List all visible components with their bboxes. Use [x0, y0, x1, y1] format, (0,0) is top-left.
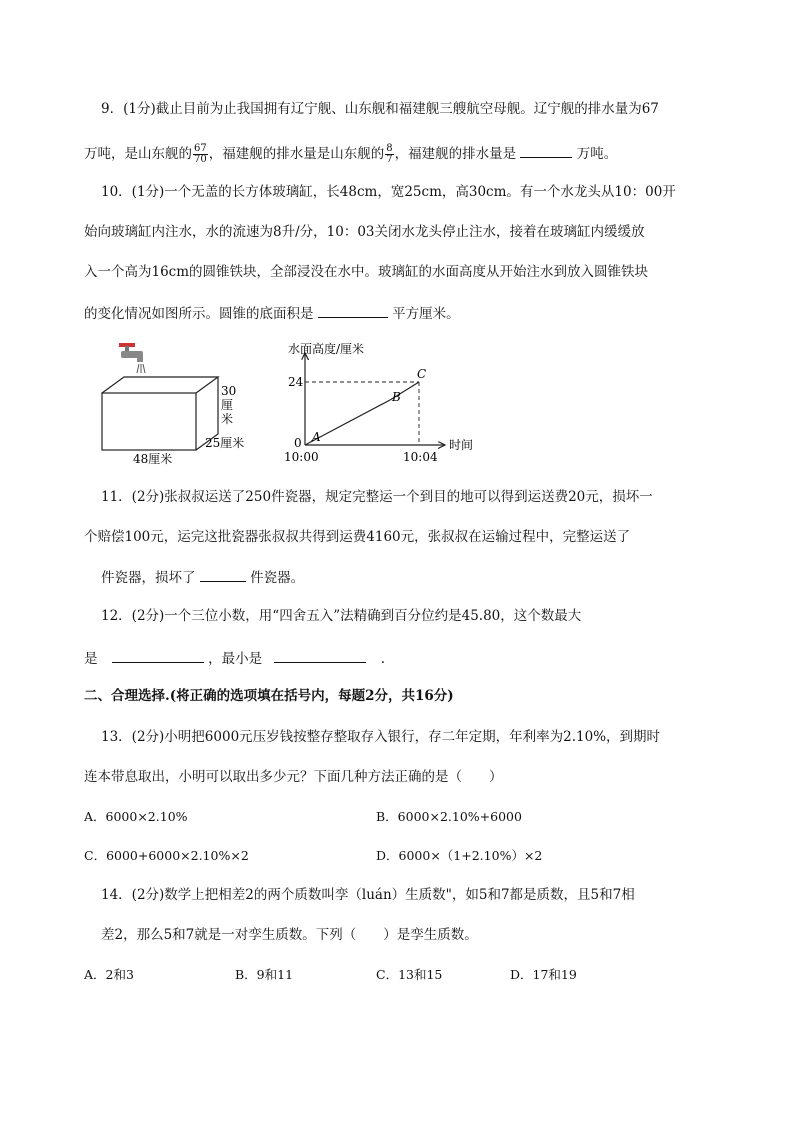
answer-blank[interactable]	[318, 302, 388, 318]
cuboid-outline	[102, 377, 218, 450]
point-c-label: C	[417, 367, 427, 381]
section-heading: 二、合理选择.(将正确的选项填在括号内，每题2分，共16分)	[84, 688, 454, 704]
q9-line-2	[84, 142, 617, 165]
q12-text-b: ，最小是	[208, 651, 263, 667]
fraction-numerator: 8	[386, 143, 393, 154]
q14-line-1: 14．(2分)数学上把相差2的两个质数叫孪（luán）生质数"，如5和7都是质数，且5和7相	[101, 887, 635, 903]
q9-text-a: 万吨，是山东舰的	[84, 146, 192, 162]
q9-line-1: 9．(1分)截止目前为止我国拥有辽宁舰、山东舰和福建舰三艘航空母舰。辽宁舰的排水量为67	[101, 101, 659, 117]
fraction-denominator: 70	[194, 154, 207, 165]
answer-blank[interactable]	[520, 142, 572, 158]
box-height-label: 厘	[221, 398, 234, 412]
q13-line-1: 13．(2分)小明把6000元压岁钱按整存整取存入银行，存二年定期，年利率为2.10%，到期时	[101, 729, 661, 745]
q9-text-b: ，福建舰的排水量是山东舰的	[208, 146, 385, 162]
box-width-label: 25厘米	[205, 436, 245, 450]
q14-option-a[interactable]: A．2和3	[84, 967, 134, 982]
point-b-label: B	[392, 390, 401, 404]
box-height-label: 米	[221, 412, 234, 426]
glass-tank-figure	[95, 335, 245, 470]
q10-line-4	[84, 302, 460, 324]
box-height-label: 30	[221, 384, 237, 398]
fraction-numerator: 67	[194, 143, 207, 154]
x-axis-label: 时间	[449, 438, 474, 452]
q11-text-a: 件瓷器，损坏了	[101, 570, 196, 586]
fraction-8-7	[385, 144, 393, 165]
q12-line-1: 12．(2分)一个三位小数，用“四舍五入”法精确到百分位约是45.80，这个数最大	[101, 608, 582, 624]
q9-text-d: 万吨。	[576, 146, 618, 162]
answer-blank-max[interactable]	[112, 647, 204, 663]
q13-option-c[interactable]: C．6000+6000×2.10%×2	[84, 848, 249, 863]
q10-line-3: 入一个高为16cm的圆锥铁块，全部浸没在水中。玻璃缸的水面高度从开始注水到放入圆锥铁块	[84, 264, 649, 280]
fraction-denominator: 7	[386, 154, 393, 165]
q14-line-2: 差2，那么5和7就是一对孪生质数。下列（ ）是孪生质数。	[101, 927, 478, 943]
q10-text-b: 平方厘米。	[392, 306, 460, 322]
y-axis-label: 水面高度/厘米	[288, 342, 365, 356]
x-tick-end: 10:04	[403, 450, 438, 464]
q10-text-a: 的变化情况如图所示。圆锥的底面积是	[84, 306, 314, 322]
q14-option-c[interactable]: C．13和15	[376, 967, 443, 982]
fraction-67-70	[193, 144, 208, 165]
q13-option-b[interactable]: B．6000×2.10%+6000	[376, 809, 522, 824]
q9-text-c: ，福建舰的排水量是	[394, 146, 517, 162]
q11-text-b: 件瓷器。	[250, 570, 305, 586]
water-level-line	[305, 382, 419, 445]
q14-option-b[interactable]: B．9和11	[235, 967, 294, 982]
q11-line-1: 11．(2分)张叔叔运送了250件瓷器，规定完整运一个到目的地可以得到运送费20元，损坏一	[101, 489, 653, 505]
q14-option-d[interactable]: D．17和19	[510, 967, 577, 982]
box-length-label: 48厘米	[133, 452, 173, 466]
q10-line-2: 始向玻璃缸内注水，水的流速为8升/分，10：03关闭水龙头停止注水，接着在玻璃缸内缓缓放	[84, 224, 645, 240]
point-a-label: A	[312, 430, 321, 444]
faucet-icon	[119, 343, 145, 373]
x-tick-start: 10:00	[284, 450, 319, 464]
q11-line-2: 个赔偿100元，运完这批瓷器张叔叔共得到运费4160元，张叔叔在运输过程中，完整运送了	[84, 529, 631, 545]
water-height-graph	[280, 335, 490, 470]
q13-line-2: 连本带息取出，小明可以取出多少元？下面几种方法正确的是（ ）	[84, 769, 503, 785]
q12-line-2	[84, 647, 385, 669]
q13-option-d[interactable]: D．6000×（1+2.10%）×2	[376, 848, 543, 863]
y-tick-label: 24	[288, 375, 304, 389]
q10-line-1: 10．(1分)一个无盖的长方体玻璃缸，长48cm，宽25cm，高30cm。有一个水龙头从10：00开	[101, 184, 676, 200]
q12-text-c: .	[380, 651, 385, 667]
origin-label: 0	[294, 436, 302, 450]
q13-option-a[interactable]: A．6000×2.10%	[84, 809, 188, 824]
q11-line-3	[101, 566, 304, 588]
answer-blank-min[interactable]	[274, 647, 366, 663]
answer-blank[interactable]	[200, 566, 246, 582]
q12-text-a: 是	[84, 651, 98, 667]
